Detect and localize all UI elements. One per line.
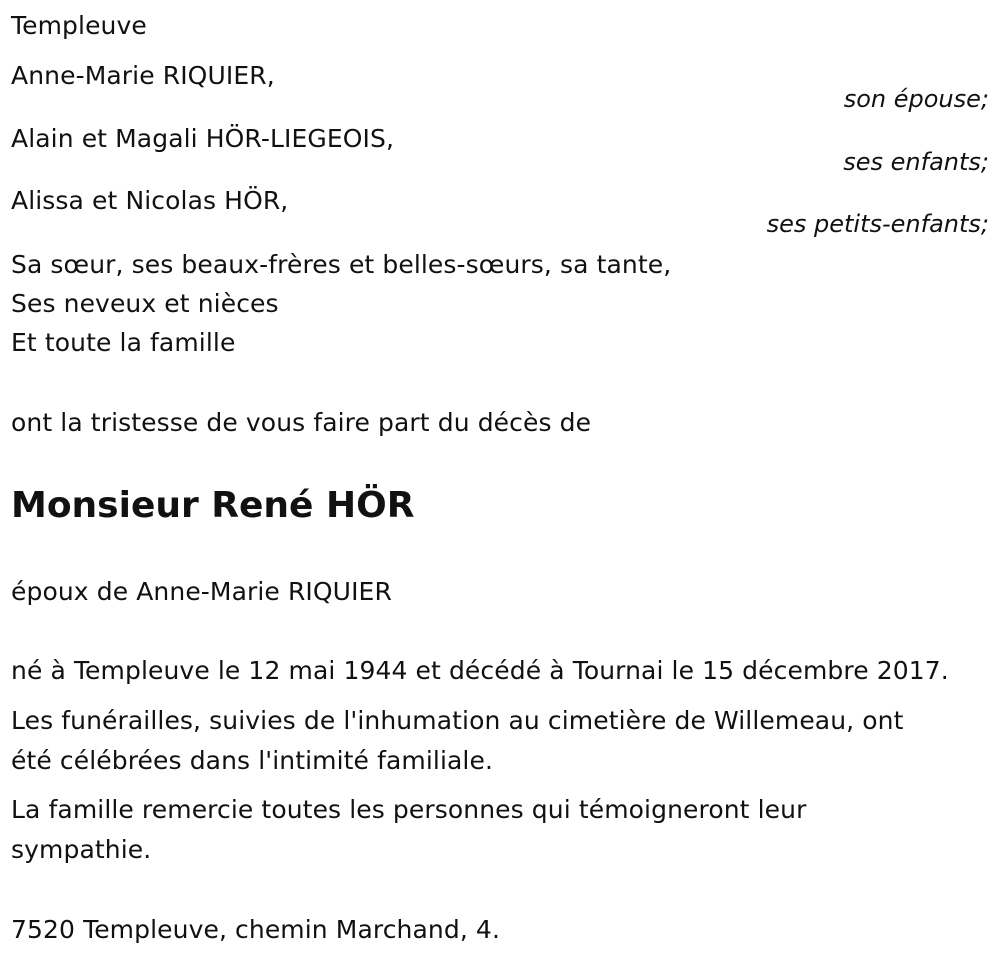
thanks-line-2: sympathie. <box>11 835 152 864</box>
family-relation-children: ses enfants; <box>843 148 989 176</box>
others-line-1: Sa sœur, ses beaux-frères et belles-sœurs, sa tante, <box>11 250 672 279</box>
locality: Templeuve <box>11 11 147 40</box>
family-names-children: Alain et Magali HÖR-LIEGEOIS, <box>11 124 395 153</box>
family-names-grandchildren: Alissa et Nicolas HÖR, <box>11 186 289 215</box>
spouse-line: époux de Anne-Marie RIQUIER <box>11 577 392 606</box>
birth-death: né à Templeuve le 12 mai 1944 et décédé à Tournai le 15 décembre 2017. <box>11 656 949 685</box>
address: 7520 Templeuve, chemin Marchand, 4. <box>11 915 500 944</box>
funeral-line-1: Les funérailles, suivies de l'inhumation au cimetière de Willemeau, ont <box>11 706 904 735</box>
family-relation-grandchildren: ses petits-enfants; <box>766 210 989 238</box>
family-relation-spouse: son épouse; <box>843 85 989 113</box>
funeral-line-2: été célébrées dans l'intimité familiale. <box>11 746 493 775</box>
family-names-spouse: Anne-Marie RIQUIER, <box>11 61 275 90</box>
announcement: ont la tristesse de vous faire part du décès de <box>11 408 592 437</box>
deceased-name: Monsieur René HÖR <box>11 485 415 526</box>
thanks-line-1: La famille remercie toutes les personnes qui témoigneront leur <box>11 795 807 824</box>
others-line-2: Ses neveux et nièces <box>11 289 279 318</box>
others-line-3: Et toute la famille <box>11 328 236 357</box>
